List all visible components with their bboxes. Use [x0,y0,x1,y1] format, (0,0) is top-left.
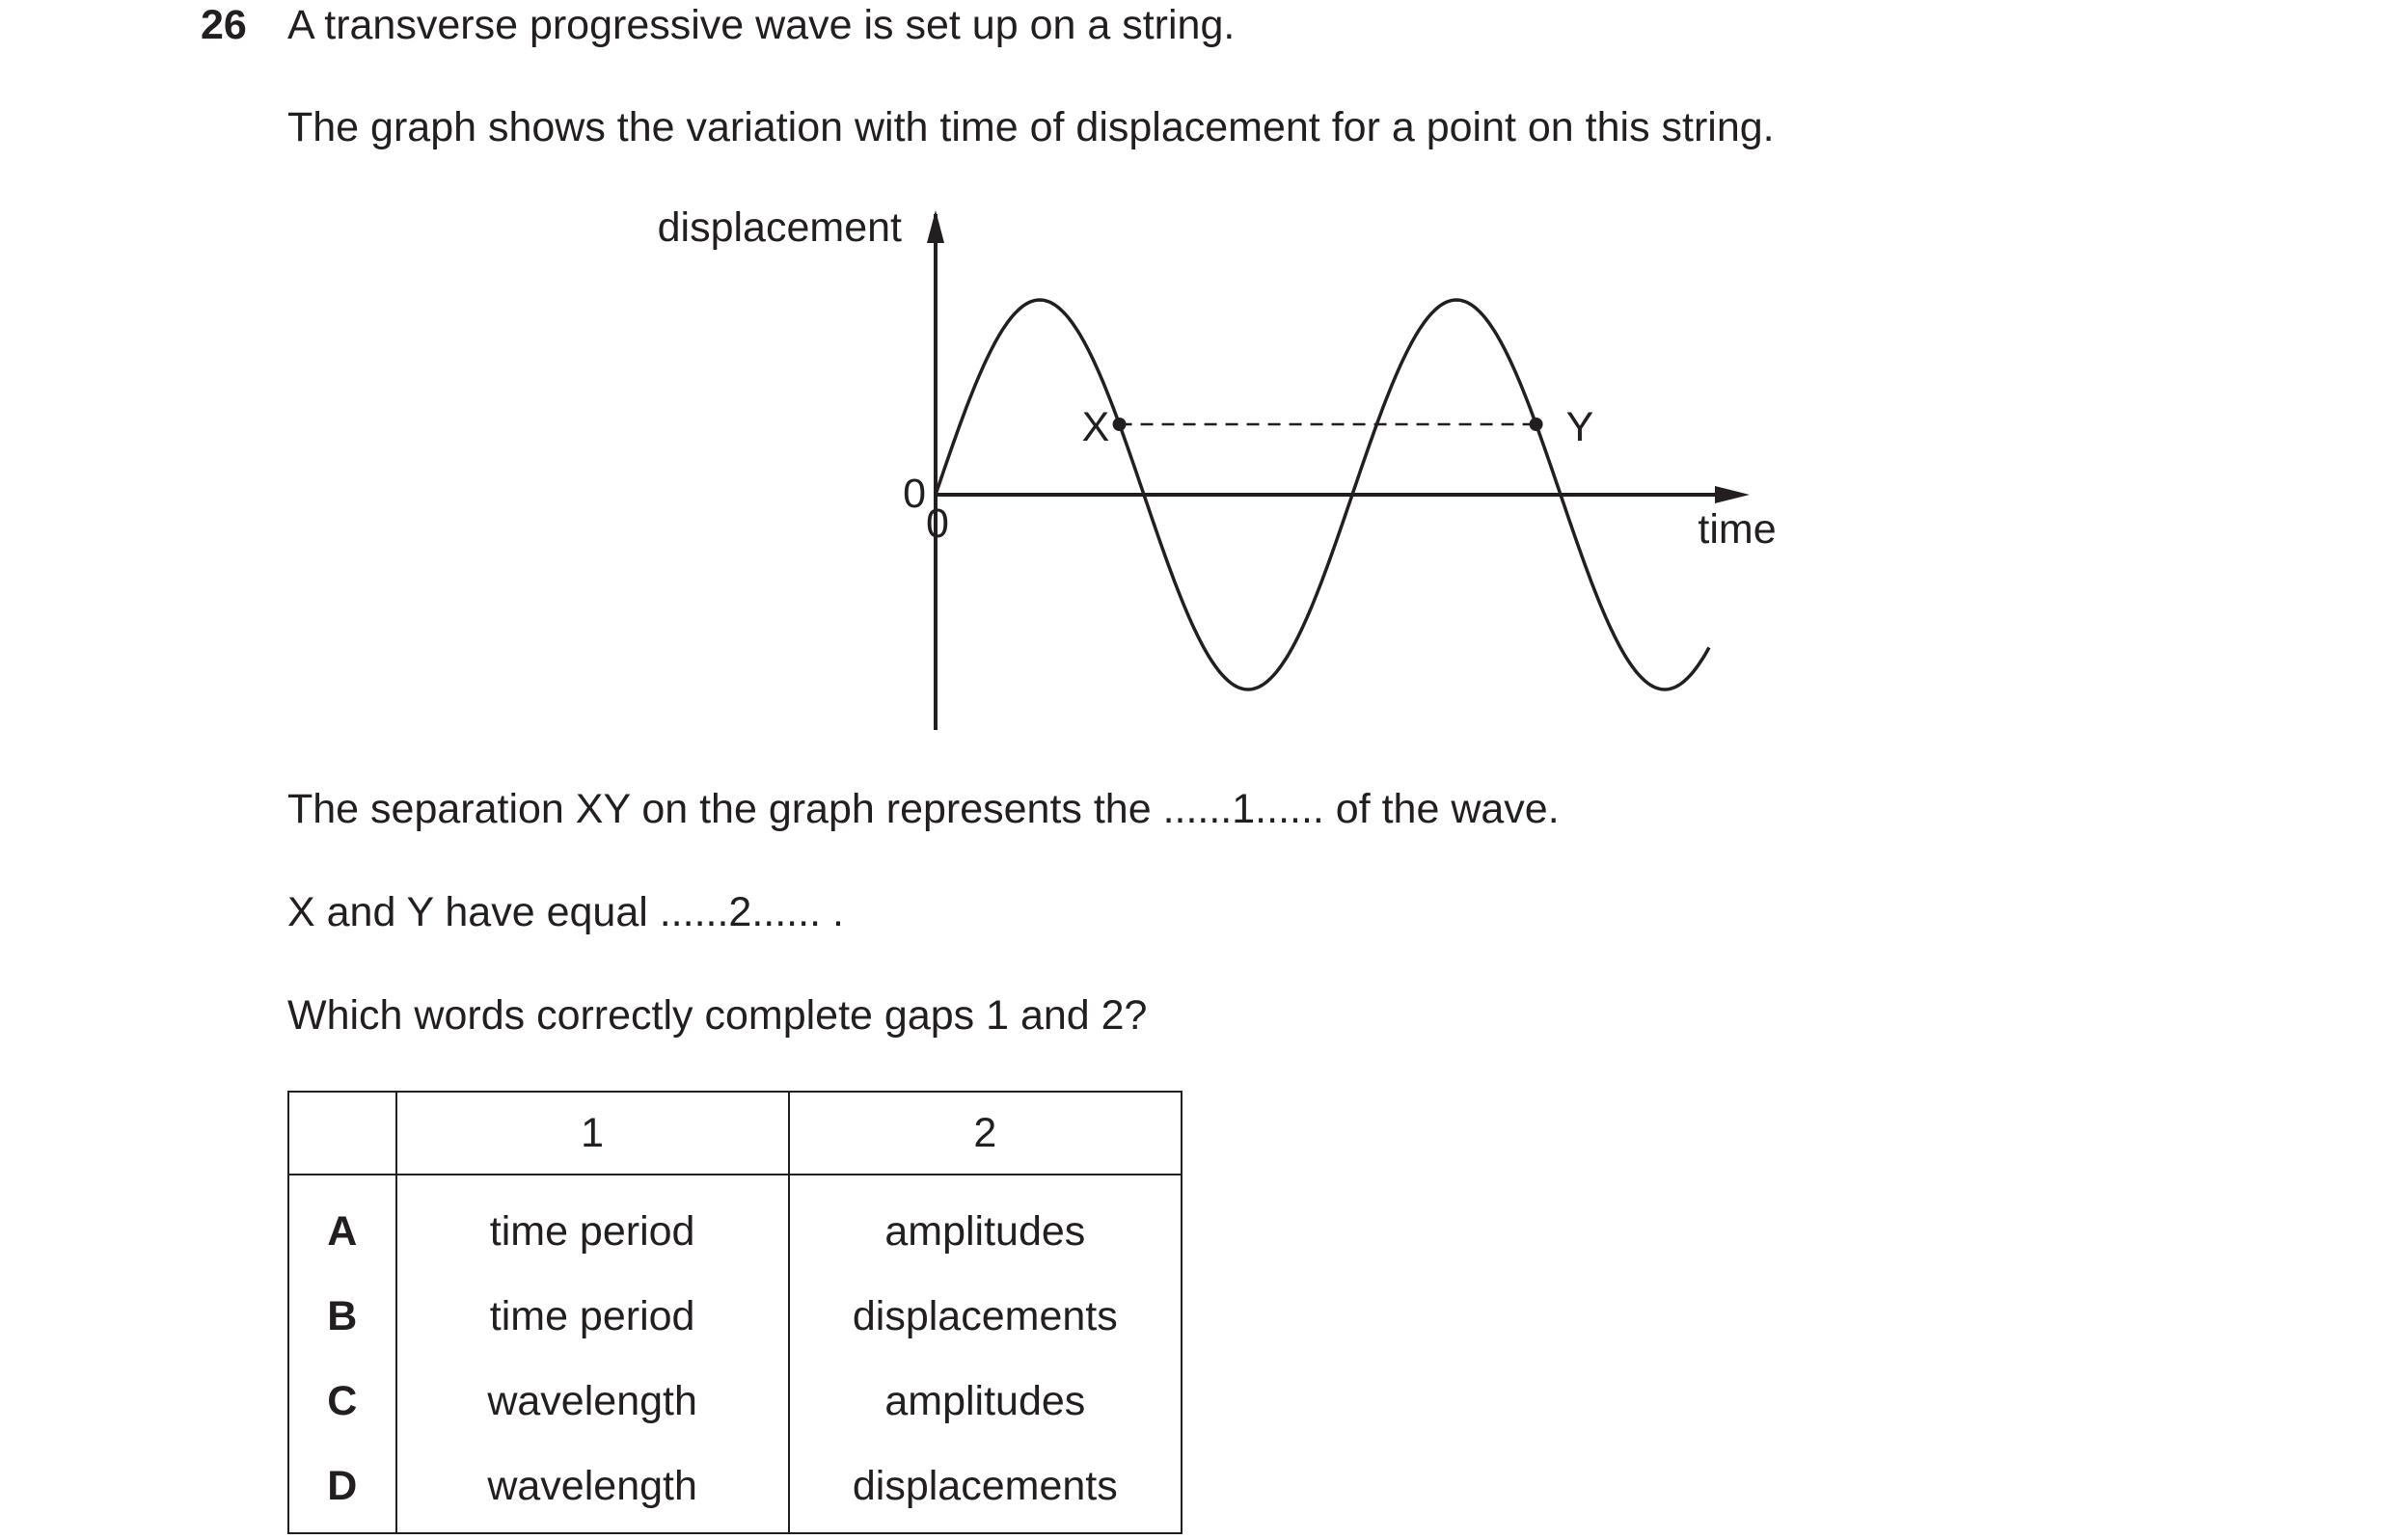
option-gap-2: amplitudes [789,1359,1182,1444]
option-gap-2: displacements [789,1274,1182,1359]
option-row-a[interactable] [288,1175,1182,1274]
y-origin-label: 0 [903,471,926,517]
answer-table [287,1091,1182,1534]
option-gap-1: wavelength [396,1359,789,1444]
option-gap-2: amplitudes [789,1175,1182,1274]
option-gap-2: displacements [789,1444,1182,1533]
point-y-label: Y [1565,404,1594,450]
x-axis-label: time [1698,506,1777,553]
option-row-d[interactable] [288,1444,1182,1533]
gap-sentence-1: The separation XY on the graph represents the ......1...... of the wave. [287,786,1560,832]
wave-graph [0,0,2392,762]
option-row-c[interactable] [288,1359,1182,1444]
point-x-label: X [1081,404,1110,450]
option-letter: C [288,1359,396,1444]
option-row-b[interactable] [288,1274,1182,1359]
header-gap-1: 1 [396,1092,789,1175]
x-origin-label: 0 [926,500,949,547]
option-letter: D [288,1444,396,1533]
y-axis-arrowhead [927,210,944,243]
question-stem: A transverse progressive wave is set up on a string. [287,2,1236,48]
point-y-marker [1530,418,1543,431]
y-axis-label: displacement [657,204,902,251]
gap-sentence-2: X and Y have equal ......2...... . [287,889,844,935]
table-header-row [288,1092,1182,1175]
x-axis-arrowhead [1715,486,1750,503]
option-gap-1: wavelength [396,1444,789,1533]
header-blank-cell [288,1092,396,1175]
option-letter: B [288,1274,396,1359]
point-x-marker [1113,418,1127,431]
header-gap-2: 2 [789,1092,1182,1175]
graph-intro: The graph shows the variation with time of displacement for a point on this string. [287,104,1775,150]
option-letter: A [288,1175,396,1274]
question-prompt: Which words correctly complete gaps 1 and 2? [287,992,1148,1039]
option-gap-1: time period [396,1274,789,1359]
question-number: 26 [201,2,247,48]
option-gap-1: time period [396,1175,789,1274]
